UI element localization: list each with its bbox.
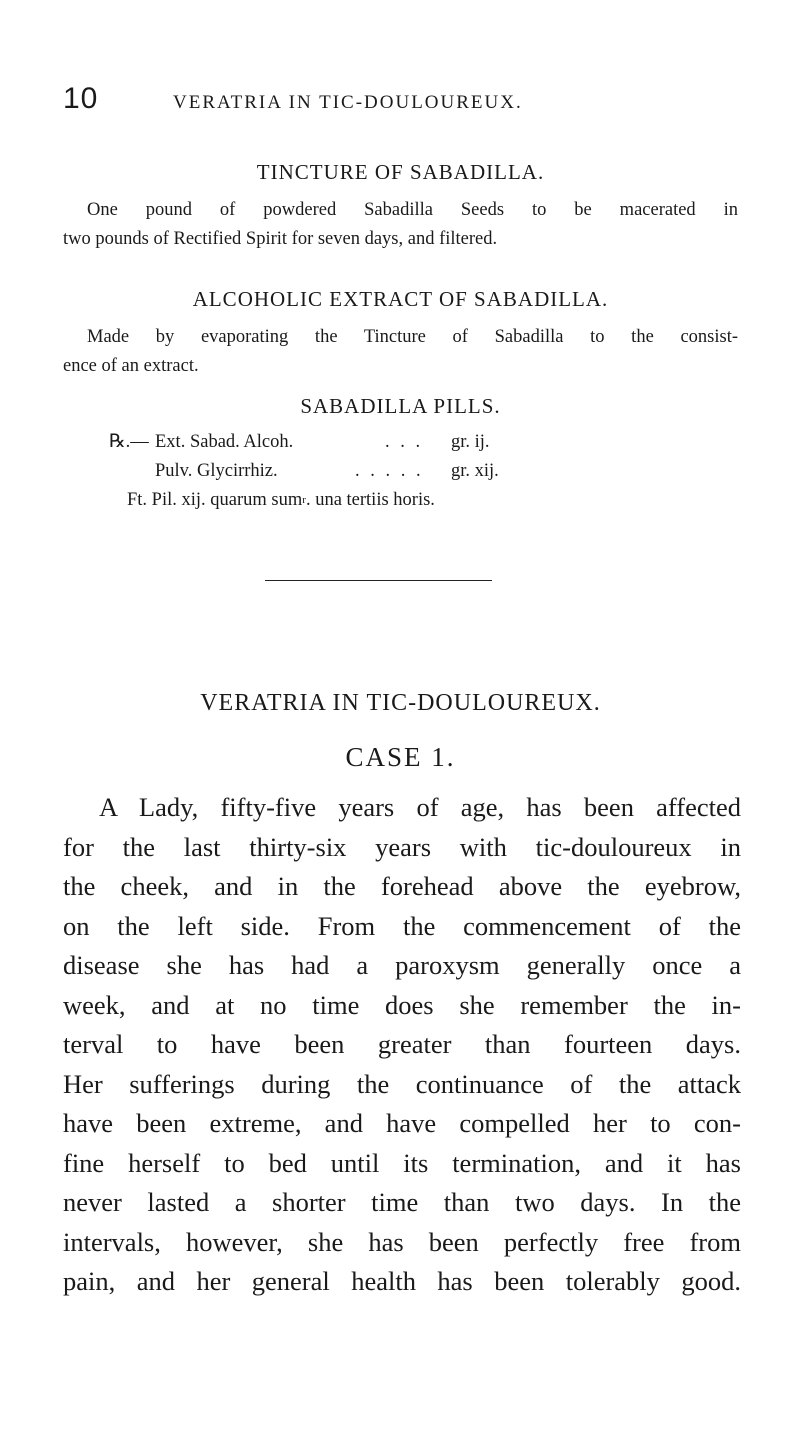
ingredient-row <box>109 457 499 486</box>
case-line: pain, and her general health has been tolerably good. <box>63 1266 741 1296</box>
case-line: week, and at no time does she remember the in- <box>63 989 741 1020</box>
directions-text: Ft. Pil. xij. quarum sum <box>127 490 303 510</box>
case-heading: CASE 1. <box>345 742 456 772</box>
ingredient-dots: . . . . . <box>355 461 424 481</box>
running-title: VERATRIA IN TIC-DOULOUREUX. <box>173 92 523 113</box>
ingredient-dots: . . . <box>385 432 424 452</box>
pills-section <box>63 394 738 419</box>
case-line: for the last thirty-six years with tic-douloureux in <box>63 831 741 862</box>
case-heading-block <box>63 742 738 773</box>
case-paragraph <box>63 788 741 1302</box>
ingredient-name: Ext. Sabad. Alcoh. <box>155 432 294 452</box>
case-line: fine herself to bed until its termination, and it has <box>63 1147 741 1178</box>
extract-line: ence of an extract. <box>63 356 199 376</box>
case-line: on the left side. From the commencement of the <box>63 910 741 941</box>
ingredient-name: Pulv. Glycirrhiz. <box>155 461 278 481</box>
running-head <box>63 82 763 132</box>
ingredient-row <box>109 428 499 457</box>
case-line: disease she has had a paroxysm generally once a <box>63 950 741 980</box>
tincture-paragraph <box>63 196 738 254</box>
extract-section <box>63 287 738 312</box>
veratria-heading-block <box>63 690 738 717</box>
case-body <box>63 788 741 1302</box>
pills-heading: SABADILLA PILLS. <box>300 394 501 418</box>
tincture-line: two pounds of Rectified Spirit for seven days, and filtered. <box>63 229 498 249</box>
prescription <box>109 428 499 515</box>
case-line: Her sufferings during the continuance of the attack <box>63 1068 741 1099</box>
tincture-line: One pound of powdered Sabadilla Seeds to be macerated in <box>87 200 738 220</box>
directions-text-end: . una tertiis horis. <box>305 490 435 510</box>
pill-directions <box>127 486 499 515</box>
section-heading: VERATRIA IN TIC-DOULOUREUX. <box>200 690 601 716</box>
ingredient-qty: gr. xij. <box>451 461 499 481</box>
extract-text <box>63 323 738 381</box>
tincture-text <box>63 196 738 254</box>
case-line: intervals, however, she has been perfectly free from <box>63 1226 741 1257</box>
ingredient-qty: gr. ij. <box>451 432 490 452</box>
directions-sup: r <box>302 494 306 506</box>
case-line: have been extreme, and have compelled her to con- <box>63 1108 741 1138</box>
extract-heading: ALCOHOLIC EXTRACT OF SABADILLA. <box>192 287 609 311</box>
case-line: A Lady, fifty-five years of age, has been affected <box>99 792 741 822</box>
extract-paragraph <box>63 323 738 381</box>
case-line: terval to have been greater than fourteen days. <box>63 1029 741 1059</box>
extract-line: Made by evaporating the Tincture of Sabadilla to the consist- <box>87 327 738 347</box>
section-divider <box>265 580 492 581</box>
recipe-symbol: ℞.— <box>109 432 149 452</box>
page-number: 10 <box>63 82 99 115</box>
tincture-section <box>63 160 738 185</box>
case-line: the cheek, and in the forehead above the eyebrow, <box>63 871 741 901</box>
case-line: never lasted a shorter time than two days. In the <box>63 1187 741 1217</box>
tincture-heading: TINCTURE OF SABADILLA. <box>256 160 545 184</box>
